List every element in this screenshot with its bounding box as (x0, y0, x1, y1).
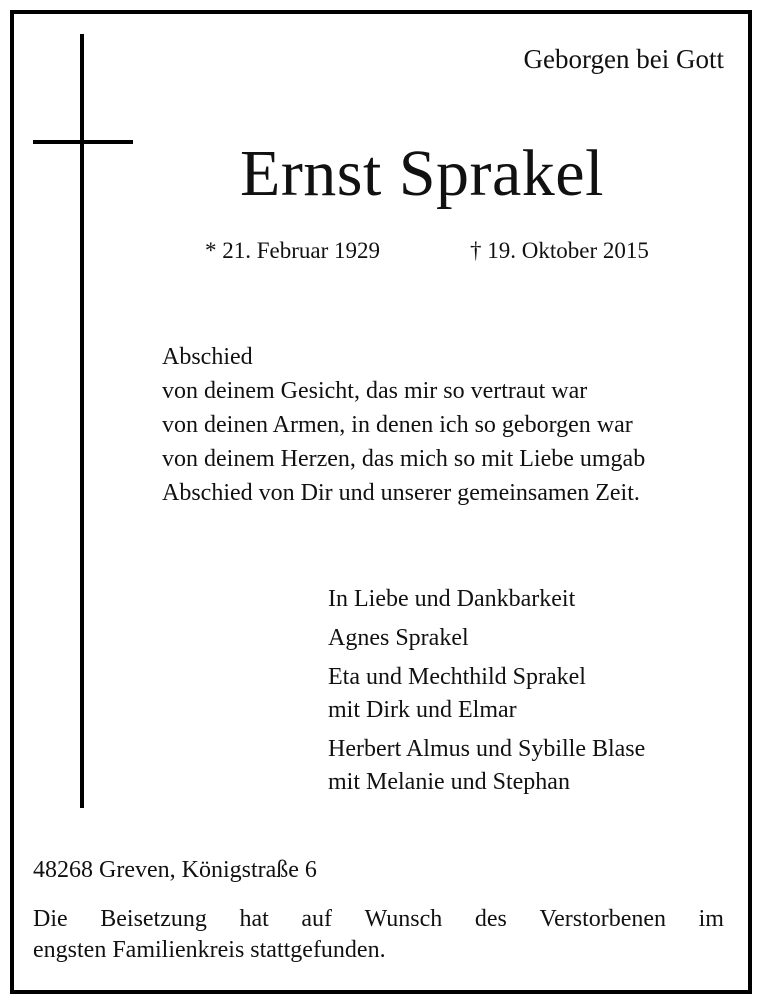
notice-word: hat (239, 906, 269, 932)
poem-line: Abschied (162, 344, 253, 370)
death-date: † 19. Oktober 2015 (470, 238, 649, 263)
mourner-name: Eta und Mechthild Sprakel (328, 664, 586, 690)
notice-word: des (474, 906, 507, 932)
cross-vertical-bar (80, 34, 84, 808)
address: 48268 Greven, Königstraße 6 (33, 857, 317, 883)
poem-line: Abschied von Dir und unserer gemeinsamen Zeit. (162, 480, 640, 506)
notice-line-second: engsten Familienkreis stattgefunden. (33, 937, 386, 963)
mourners-intro: In Liebe und Dankbarkeit (328, 586, 576, 612)
notice-word: Wunsch (364, 906, 443, 932)
notice-word: im (698, 906, 724, 932)
deceased-name: Ernst Sprakel (240, 137, 604, 210)
motto: Geborgen bei Gott (523, 44, 724, 74)
mourner-group (328, 733, 645, 799)
notice-word: auf (301, 906, 333, 932)
mourner-companions: mit Dirk und Elmar (328, 697, 517, 723)
mourners-intro-group (328, 583, 645, 616)
poem-line: von deinen Armen, in denen ich so geborgen war (162, 412, 633, 438)
notice-word: Beisetzung (100, 906, 207, 932)
mourner-name: Herbert Almus und Sybille Blase (328, 736, 646, 762)
mourner-group (328, 622, 645, 655)
poem-line: von deinem Herzen, das mich so mit Liebe umgab (162, 446, 646, 472)
mourner-companions: mit Melanie und Stephan (328, 769, 570, 795)
notice-word: Die (33, 906, 68, 932)
birth-date: * 21. Februar 1929 (205, 238, 381, 263)
notice-line-first (33, 904, 724, 935)
cross-horizontal-bar (33, 140, 133, 144)
poem-line: von deinem Gesicht, das mir so vertraut war (162, 378, 588, 404)
burial-notice (33, 904, 724, 966)
mourners-list (328, 583, 645, 805)
mourner-group (328, 661, 645, 727)
mourner-name: Agnes Sprakel (328, 625, 469, 651)
notice-word: Verstorbenen (539, 906, 667, 932)
farewell-poem (162, 340, 645, 510)
